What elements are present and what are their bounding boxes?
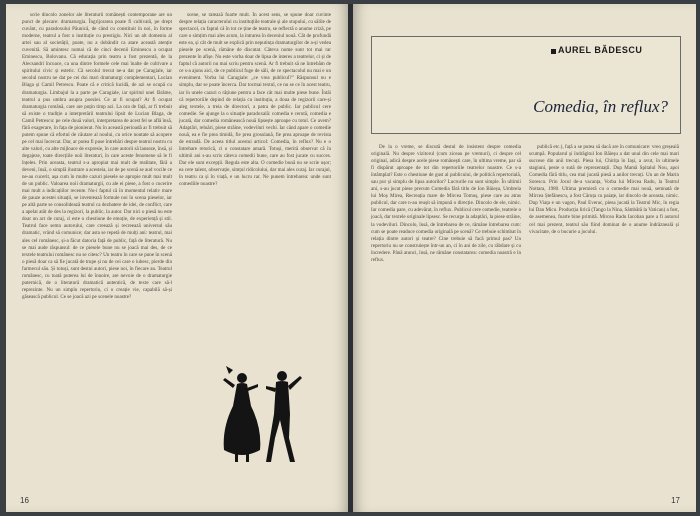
left-page-number: 16 [20,496,29,505]
left-column-1-text: scrie dincolo zonelor ale literaturii românești contemporane are un punct de plecare: dramaturgia. Îngrijorarea poate fi cultivată, pe drept cuvânt, cu paradoxului Păunică, de când cu constituit în noi, în forme moderne, teatrul a fost o instituție cu prestigiu. Nici un alt domeniu al artei sau al societății, poate, nu a dobândit ca atare această atenție cuvenită. Să amintesc numai că de cinci decenii Eminescu a ocupat Eminescu, Bolovanu. Că educația prin teatru a fost prezentă, de la Alecsandri încoace, ca una dintre formele cele mai înalte de cultivare a spiritului civic și estetic. Că secolul trecut ne-a dat pe Caragiale, iar secolul nostru ne dat pe cei doi mari dramaturgi complementari, Lucian Blaga și Camil Petrescu. Poate că e critică lucidă, de azi se ocupă cu dramaturgia. Limbajul la a parte pe Caragiale, iar spiritul unei fărâme, teatrul a pus umbra asupra poeziei. Ce ar fi ocupat? Ar fi ocupat dramaturgia română, care are puțin timp azi. La ora de față, ar fi trebuit să existe o tradiție a interpretării teatrului lipsit de Lucian Blaga, de Camil Petrescu: pe cele două valori, interpretarea de acest fel se află însă, fără exagerare, în fața de pionierat. Nu în această perioadă ar fi trebuit să putem spune că efortul de căutare al noului, cu orice noutate să acopere pe cel mai încercat. Dar, ar putea fi puse întrebări despre teatrul nostru cu alte valori, cu alte mijloace de expresie, în care autorii să lanseze, însă, și degajeze, toate direcțiile noii literaturi, în care aceste fenomene să le fi înțeles. Prin aceasta, teatrul s-a apropiat mai mult de realitate, fără a deveni, însă, o simplă ilustrare a acesteia, iar de pe scenă se aud vocile ce ne-au cucerit, așa cum în multe cazuri piesele se apropie mult mai mult de un public. Valoarea noii dramaturgii, cu ale ei piese, a fost o cucerire mai mult a indicațiilor recente. Nu-i faptul că în momentul relativ mare de pauze acestei situații, se inventează formule noi în scena pieselor, iar pe altă parte se consolidează teatrul ca dezbatere de idei, de conflict, care a apelat atât de des la regizori, la public, la autor. Dar nici o piesă nu este doar un act de curaj, ci este o chestiune de emoție, de experiență și stil. Teatrul face semn autorului, care creează și recreează universul său dramatic, vrând să comunice; dar asta se repetă de mulți ani: teatrul, mai ales cel românesc, și-a făcut datoria față de public, față de literatură. Nu se mai aude răspunsul: de ce piesele bune nu se joacă mai des, de ce textele teatrului românesc nu se citesc? Un teatru în care se pune în scenă o piesă doar ca să fie jucată de trupe și nu de cei care o iubesc, pierde din farmecul său. Și totuși, sunt destui autori, piese noi, în fiecare an. Teatrul românesc, cu toată puterea lui de înnoire, are nevoie de o dramaturgie puternică, de o literatură dramatică autentică, de texte care să-l reprezinte. Nu un simplu repertoriu, ci o creație vie, capabilă să-și găsească publicul. Ce se joacă azi pe scenele noastre? [22,12,172,300]
dancers-illustration [220,366,306,466]
right-column-2-text: publică etc.), față a se putea să dacă are în comunicare: vreo greșeală scumpă. Popularul și îndrăgitul Ion Băieșu a dat unul din cele mai mari succese din anii trecuți. Piesa lui, Chirița în Iași, a avut, în ultimele stagiuni, peste o sută de reprezentații. Dup Mamă Spitalul Nou, apoi Comedia fără titlu, cea mai jucată piesă a anilor trecuți. Un an de Marin Sorescu. Prin Jocul de-a vacanța, Vorba lui Mircea Radu, la Teatrul Nottara, 1980. Ultima premieră cu o comedie mai nouă, semnată de Mircea Ștefănescu, a fost Căruța cu paiațe, iar dincolo de aceasta, nimic. Dup Viața e un vagon, Paul Everac, piesa jucată la Teatrul Mic, în regia lui Dan Micu. Producția lirică (Tango la Nina, Sâmbătă la Vatican) a fost, de asemenea, foarte bine primită. Mircea Radu Iacoban pare a fi autorul cel mai prezent, teatrul său fiind dominat de o anume îndrăzneală și vivacitate, de o bucurie a jocului. [529,144,679,235]
bullet-square-icon [551,49,556,54]
right-page [353,4,696,512]
left-column-2 [179,12,331,347]
article-title: Comedia, în reflux? [533,97,668,116]
left-column-2-text: scene, se ratează foarte mult. În acest sens, se spune doar cuvinte despre relația caracterului cu instituțiile teatrale și ale stupului, cu sălile de spectacol, cu faptul că în tot ce ține de teatru, se reflectă o anume criză, pe care o simțim mai ales acum, la intrarea în deceniul nouă. Cât de profundă este ea, și cât de mult se explică prin neputința dramaturgilor de a-și vedea piesele pe scenă, rămâne de discutat. Câteva nume sunt tot mai rar prezente în afișe. Nu este vorba doar de lipsa de interes a teatrelor, ci și de faptul că autorii nu mai scriu pentru scenă. Ar fi trebuit să ne întrebăm de ce s-a ajuns aici, de ce publicul fuge de săli, de ce spectacolul nu mai e un eveniment. Vorba lui Caragiale: „ce vrea publicul?” Răspunsul nu e simplu, dar se poate încerca. Dar tocmai textul, ce nu se ce în acest teatru, iar în unele cazuri o rățiune pentru a face cât mai multe piese bune. Întâi că repertoriile depind de relația cu instituția, a doua de regizorii care-și aleg textele, a treia de directori, a patra de public. Iar publicul cere comedie. Se ajunge la o situație paradoxală: comedia e cerută, comedia e jucată, dar comedia românească nouă lipsește aproape cu totul. Ce avem? Adaptări, reluări, piese străine, vodeviluri vechi. Iar când apare o comedie nouă, ea e fie prea timidă, fie prea grosolană, fie prea aproape de revista de estradă. De aceea titlul acestui articol: Comedia, în reflux? Nu e o întrebare retorică, ci o constatare amară. Totuși, merită observat că în ultimii ani s-au scris câteva comedii bune, care au fost jucate cu succes. Dar ele sunt excepții. Regula este alta. O comedie bună nu se scrie ușor; ea cere talent, observație, simțul ridicolului, dar mai ales curaj. Iar curajul, în teatru ca și în viață, e un lucru rar. Ne punem întrebarea: unde sunt comediile noastre? [179,12,331,188]
magazine-spread [6,4,696,512]
left-page [6,4,349,512]
right-column-1 [371,144,521,496]
right-column-2 [529,144,679,496]
right-page-number: 17 [671,496,680,505]
right-column-1-text: De la o vreme, se discută destul de insistent despre comedia originală. Nu despre vizitorul (cum ziceau pe vremuri), ci despre cel original, adică despre acele piese românești care, în ultima vreme, par să fi dispărut aproape de tot din repertoriile teatrelor noastre. Ce s-a întâmplat? Este o chestiune de gust al publicului, de politică repertorială, sau pur și simplu de lipsa autorilor? Lucrurile nu sunt simple. În ultimii ani, s-au jucat piese precum Comedia fără titlu de Ion Băieșu, Umbrela lui Moș Mirea, Recreația mare de Mircea Tomuș, piese care au atras publicul, dar care n-au reușit să impună o direcție. Dincolo de ele, nimic. Iar comedia pare, cu adevărat, în reflux. Publicul cere comedie, teatrele o joacă, dar textele originale lipsesc. Se recurge la adaptări, la piese străine, la vodeviluri. Dincolo, însă, de întrebarea de ce, rămâne întrebarea cum: cum se poate readuce comedia originală pe scenă? Ce trebuie schimbat în relația dintre autori și teatre? Cine trebuie să facă primul pas? Un repertoriu nu se construiește într-un an, ci în ani de zile, cu răbdare și cu încredere. Până atunci, însă, ne rămâne constatarea: comedia noastră e în reflux. [371,144,521,263]
left-column-1 [22,12,172,498]
title-box [371,36,681,134]
author-name: AUREL BĂDESCU [558,45,643,55]
